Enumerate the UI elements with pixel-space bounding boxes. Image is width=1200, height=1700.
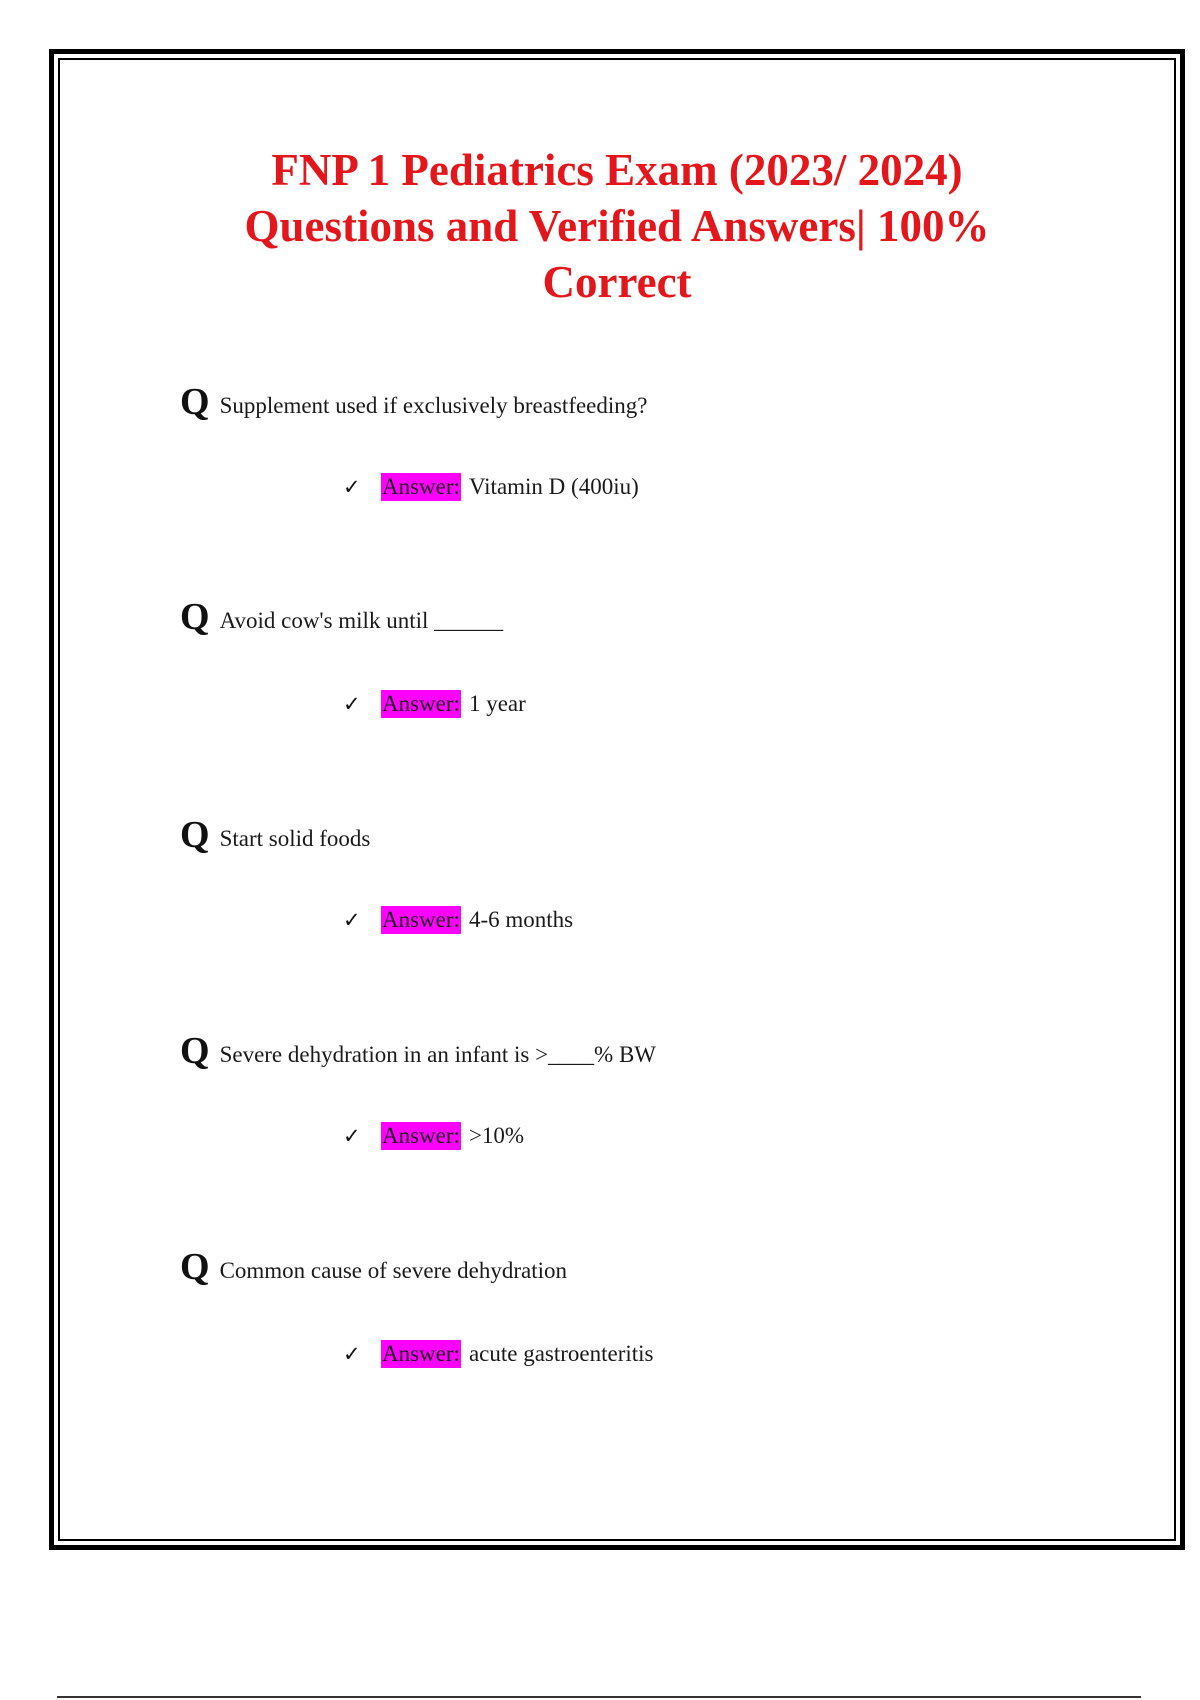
answer-text: acute gastroenteritis: [468, 1341, 654, 1366]
question-row: [180, 593, 503, 643]
checkmark-icon: ✓: [343, 1342, 361, 1366]
checkmark-icon: ✓: [343, 475, 361, 499]
checkmark-icon: ✓: [343, 692, 361, 716]
answer-label: Answer:: [382, 1341, 460, 1366]
title-line-3: Correct: [542, 257, 692, 307]
question-text: Start solid foods: [219, 826, 371, 851]
answer-label: Answer:: [382, 1123, 460, 1148]
answer-row: [343, 684, 526, 724]
answer-label: Answer:: [382, 691, 460, 716]
answer-label: Answer:: [382, 474, 460, 499]
question-row: [180, 1027, 656, 1077]
question-marker: Q: [180, 596, 210, 638]
question-text: Avoid cow's milk until ______: [219, 608, 504, 633]
answer-text: 1 year: [468, 691, 526, 716]
answer-row: [343, 900, 573, 940]
question-text: Severe dehydration in an infant is >____% BW: [219, 1042, 657, 1067]
checkmark-icon: ✓: [343, 908, 361, 932]
title-line-2: Questions and Verified Answers| 100%: [244, 201, 990, 251]
answer-row: [343, 467, 639, 507]
answer-text: >10%: [468, 1123, 525, 1148]
question-marker: Q: [180, 1246, 210, 1288]
question-text: Common cause of severe dehydration: [219, 1258, 568, 1283]
question-text: Supplement used if exclusively breastfeeding?: [219, 393, 648, 418]
answer-label: Answer:: [382, 907, 460, 932]
question-row: [180, 378, 648, 428]
question-marker: Q: [180, 1030, 210, 1072]
checkmark-icon: ✓: [343, 1124, 361, 1148]
title-line-1: FNP 1 Pediatrics Exam (2023/ 2024): [271, 145, 963, 195]
answer-text: Vitamin D (400iu): [468, 474, 639, 499]
question-row: [180, 1243, 567, 1293]
question-marker: Q: [180, 814, 210, 856]
footer-divider: [57, 1696, 1141, 1698]
answer-text: 4-6 months: [468, 907, 574, 932]
question-marker: Q: [180, 381, 210, 423]
answer-row: [343, 1116, 524, 1156]
question-row: [180, 811, 370, 861]
answer-row: [343, 1334, 654, 1374]
